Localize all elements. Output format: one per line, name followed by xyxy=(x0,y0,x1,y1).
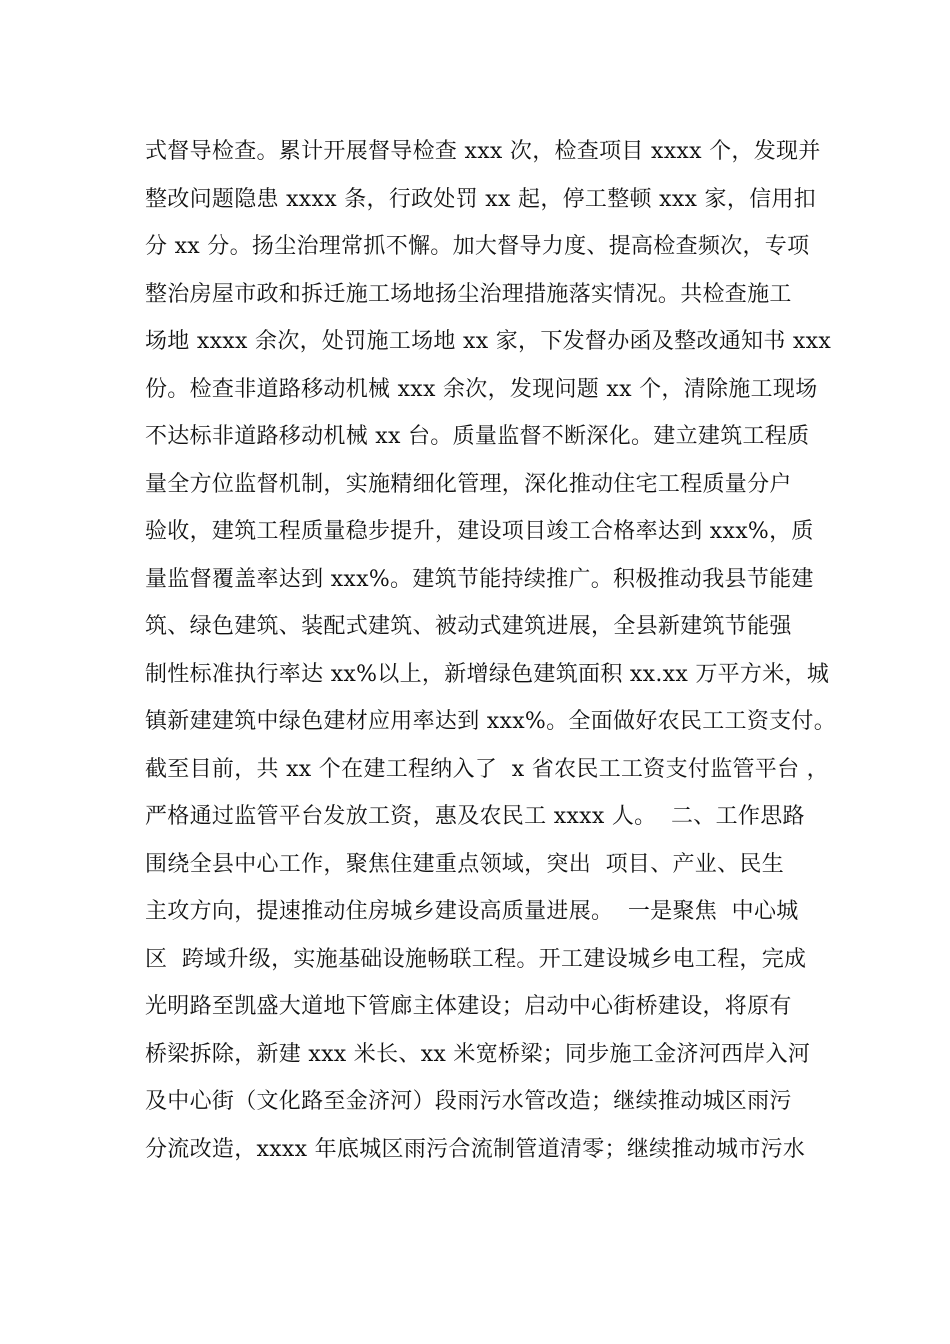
text-line: 制性标准执行率达 xx%以上，新增绿色建筑面积 xx.xx 万平方米，城 xyxy=(145,661,830,687)
text-line: 份。检查非道路移动机械 xxx 余次，发现问题 xx 个，清除施工现场 xyxy=(145,376,818,402)
text-line: 整治房屋市政和拆迁施工场地扬尘治理措施落实情况。共检查施工 xyxy=(145,281,792,307)
text-line: 不达标非道路移动机械 xx 台。质量监督不断深化。建立建筑工程质 xyxy=(145,424,810,449)
text-line: 光明路至凯盛大道地下管廊主体建设；启动中心街桥建设，将原有 xyxy=(145,994,792,1019)
text-line: 量监督覆盖率达到 xxx%。建筑节能持续推广。积极推动我县节能建 xyxy=(145,566,814,592)
text-line: 量全方位监督机制，实施精细化管理，深化推动住宅工程质量分户 xyxy=(145,471,792,497)
text-line: 严格通过监管平台发放工资，惠及农民工 xxxx 人。 二、工作思路 xyxy=(145,804,805,829)
text-line: 分 xx 分。扬尘治理常抓不懈。加大督导力度、提高检查频次，专项 xyxy=(145,234,810,259)
text-line: 桥梁拆除，新建 xxx 米长、xx 米宽桥梁；同步施工金济河西岸入河 xyxy=(145,1041,811,1067)
text-line: 场地 xxxx 余次，处罚施工场地 xx 家，下发督办函及整改通知书 xxx xyxy=(145,329,832,354)
text-line: 验收，建筑工程质量稳步提升，建设项目竣工合格率达到 xxx%，质 xyxy=(145,519,814,544)
text-line: 区 跨域升级，实施基础设施畅联工程。开工建设城乡电工程，完成 xyxy=(145,946,807,972)
text-line: 截至目前，共 xx 个在建工程纳入了 x 省农民工工资支付监管平台 ， xyxy=(145,756,829,782)
text-line: 整改问题隐患 xxxx 条，行政处罚 xx 起，停工整顿 xxx 家，信用扣 xyxy=(145,186,817,212)
text-line: 围绕全县中心工作，聚焦住建重点领域，突出 项目、产业、民生 xyxy=(145,851,784,877)
text-line: 镇新建建筑中绿色建材应用率达到 xxx%。全面做好农民工工资支付。 xyxy=(145,709,837,734)
text-line: 筑、绿色建筑、装配式建筑、被动式建筑进展，全县新建筑节能强 xyxy=(145,614,792,639)
body-text xyxy=(145,128,935,1173)
text-line: 式督导检查。累计开展督导检查 xxx 次，检查项目 xxxx 个，发现并 xyxy=(145,139,821,164)
text-line: 及中心街（文化路至金济河）段雨污水管改造；继续推动城区雨污 xyxy=(145,1089,792,1114)
text-line: 分流改造，xxxx 年底城区雨污合流制管道清零；继续推动城市污水 xyxy=(145,1136,806,1162)
text-line: 主攻方向，提速推动住房城乡建设高质量进展。 一是聚焦 中心城 xyxy=(145,899,799,924)
